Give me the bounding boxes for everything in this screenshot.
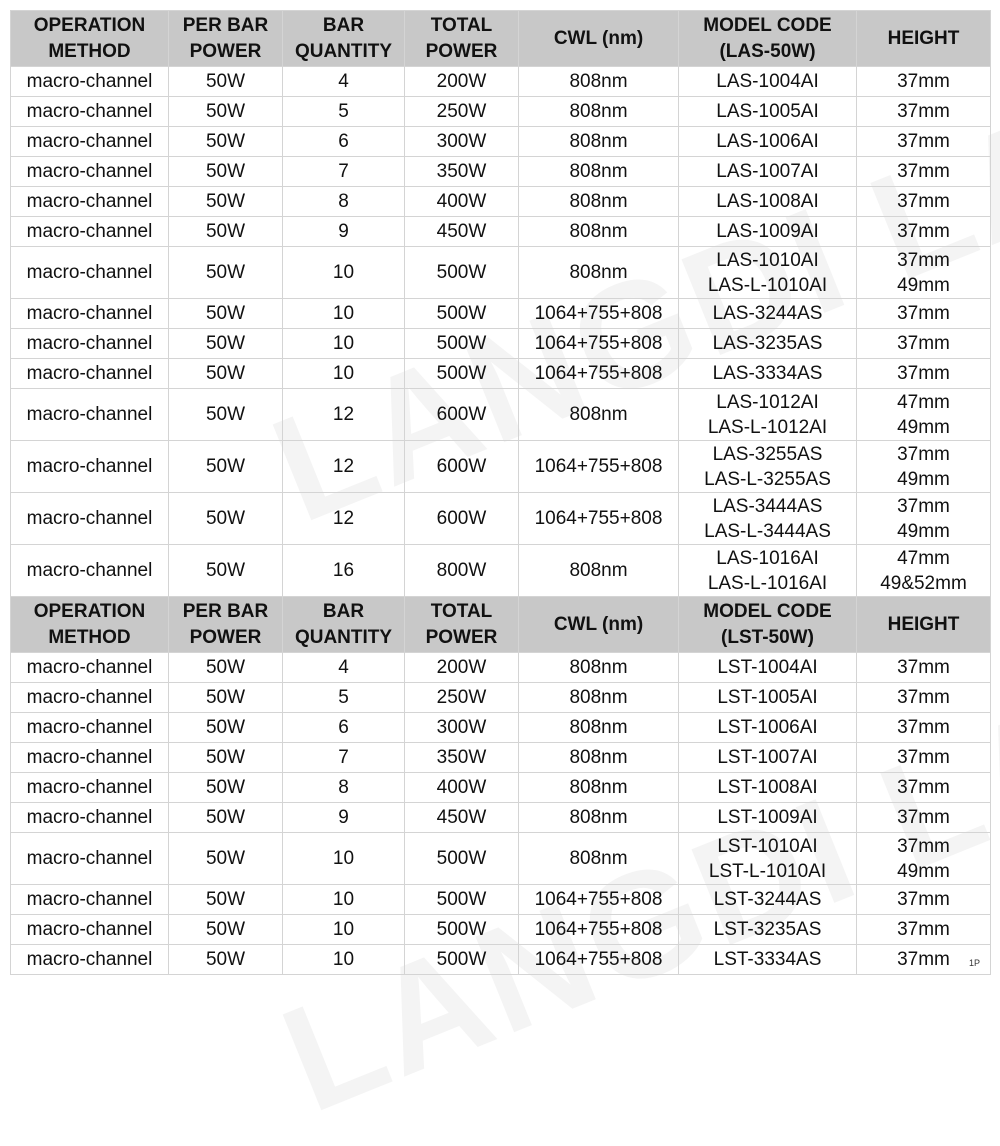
cell-model-code: LAS-1004AI	[679, 67, 857, 97]
cell-operation-method: macro-channel	[11, 329, 169, 359]
cell-cwl: 808nm	[519, 653, 679, 683]
cell-model-code: LAS-1012AI LAS-L-1012AI	[679, 389, 857, 441]
cell-model-code: LAS-1006AI	[679, 127, 857, 157]
cell-bar-quantity: 10	[283, 329, 405, 359]
cell-total-power: 300W	[405, 713, 519, 743]
cell-cwl: 808nm	[519, 713, 679, 743]
header-operation-method: OPERATION METHOD	[11, 597, 169, 653]
cell-per-bar-power: 50W	[169, 441, 283, 493]
cell-height: 37mm	[857, 683, 991, 713]
table-row	[11, 683, 991, 713]
header-model-code: MODEL CODE (LST-50W)	[679, 597, 857, 653]
cell-per-bar-power: 50W	[169, 389, 283, 441]
cell-operation-method: macro-channel	[11, 683, 169, 713]
cell-cwl: 808nm	[519, 683, 679, 713]
cell-cwl: 808nm	[519, 187, 679, 217]
cell-model-code: LST-1007AI	[679, 743, 857, 773]
cell-height: 37mm	[857, 359, 991, 389]
table-row	[11, 127, 991, 157]
cell-model-code: LAS-1007AI	[679, 157, 857, 187]
cell-cwl: 1064+755+808	[519, 885, 679, 915]
cell-bar-quantity: 5	[283, 97, 405, 127]
cell-height: 37mm	[857, 653, 991, 683]
cell-per-bar-power: 50W	[169, 545, 283, 597]
table-row	[11, 389, 991, 441]
cell-model-code: LAS-1009AI	[679, 217, 857, 247]
cell-operation-method: macro-channel	[11, 67, 169, 97]
cell-cwl: 808nm	[519, 545, 679, 597]
cell-height: 37mm	[857, 217, 991, 247]
cell-per-bar-power: 50W	[169, 653, 283, 683]
cell-cwl: 808nm	[519, 127, 679, 157]
cell-bar-quantity: 8	[283, 187, 405, 217]
cell-operation-method: macro-channel	[11, 493, 169, 545]
header-height: HEIGHT	[857, 597, 991, 653]
cell-height: 37mm	[857, 187, 991, 217]
cell-total-power: 450W	[405, 803, 519, 833]
table-row	[11, 545, 991, 597]
cell-total-power: 350W	[405, 157, 519, 187]
cell-per-bar-power: 50W	[169, 67, 283, 97]
cell-cwl: 808nm	[519, 833, 679, 885]
page-mark: 1P	[968, 958, 980, 968]
cell-bar-quantity: 10	[283, 915, 405, 945]
table-row	[11, 157, 991, 187]
las-spec-table	[10, 10, 991, 597]
table-header-row	[11, 597, 991, 653]
cell-operation-method: macro-channel	[11, 359, 169, 389]
cell-operation-method: macro-channel	[11, 97, 169, 127]
cell-model-code: LST-3235AS	[679, 915, 857, 945]
cell-model-code: LST-1009AI	[679, 803, 857, 833]
cell-bar-quantity: 6	[283, 127, 405, 157]
cell-operation-method: macro-channel	[11, 247, 169, 299]
cell-bar-quantity: 12	[283, 493, 405, 545]
cell-operation-method: macro-channel	[11, 653, 169, 683]
cell-operation-method: macro-channel	[11, 885, 169, 915]
cell-per-bar-power: 50W	[169, 329, 283, 359]
cell-cwl: 808nm	[519, 217, 679, 247]
table-row	[11, 247, 991, 299]
cell-bar-quantity: 9	[283, 803, 405, 833]
cell-operation-method: macro-channel	[11, 389, 169, 441]
cell-model-code: LAS-3255AS LAS-L-3255AS	[679, 441, 857, 493]
cell-bar-quantity: 6	[283, 713, 405, 743]
cell-height: 37mm	[857, 157, 991, 187]
cell-bar-quantity: 10	[283, 299, 405, 329]
cell-height: 37mm	[857, 885, 991, 915]
header-total-power: TOTAL POWER	[405, 597, 519, 653]
table-row	[11, 441, 991, 493]
cell-total-power: 800W	[405, 545, 519, 597]
cell-total-power: 500W	[405, 945, 519, 975]
table-row	[11, 803, 991, 833]
cell-per-bar-power: 50W	[169, 833, 283, 885]
cell-bar-quantity: 10	[283, 833, 405, 885]
cell-cwl: 1064+755+808	[519, 329, 679, 359]
cell-cwl: 808nm	[519, 157, 679, 187]
table-row	[11, 653, 991, 683]
cell-per-bar-power: 50W	[169, 803, 283, 833]
table-row	[11, 493, 991, 545]
header-cwl: CWL (nm)	[519, 597, 679, 653]
cell-operation-method: macro-channel	[11, 217, 169, 247]
cell-model-code: LST-1004AI	[679, 653, 857, 683]
cell-height: 47mm 49&52mm	[857, 545, 991, 597]
cell-cwl: 808nm	[519, 743, 679, 773]
cell-total-power: 600W	[405, 493, 519, 545]
cell-bar-quantity: 8	[283, 773, 405, 803]
table-row	[11, 67, 991, 97]
cell-model-code: LST-1005AI	[679, 683, 857, 713]
cell-cwl: 808nm	[519, 773, 679, 803]
cell-total-power: 250W	[405, 97, 519, 127]
cell-bar-quantity: 5	[283, 683, 405, 713]
cell-total-power: 500W	[405, 915, 519, 945]
cell-model-code: LST-1006AI	[679, 713, 857, 743]
cell-bar-quantity: 10	[283, 945, 405, 975]
cell-model-code: LAS-1010AI LAS-L-1010AI	[679, 247, 857, 299]
cell-per-bar-power: 50W	[169, 247, 283, 299]
table-row	[11, 299, 991, 329]
cell-height: 47mm 49mm	[857, 389, 991, 441]
cell-total-power: 500W	[405, 247, 519, 299]
cell-height: 37mm 49mm	[857, 833, 991, 885]
cell-operation-method: macro-channel	[11, 833, 169, 885]
table-header-row	[11, 11, 991, 67]
header-per-bar-power: PER BAR POWER	[169, 11, 283, 67]
cell-bar-quantity: 10	[283, 359, 405, 389]
cell-total-power: 500W	[405, 299, 519, 329]
table-row	[11, 359, 991, 389]
cell-bar-quantity: 12	[283, 441, 405, 493]
cell-per-bar-power: 50W	[169, 945, 283, 975]
cell-total-power: 450W	[405, 217, 519, 247]
cell-operation-method: macro-channel	[11, 713, 169, 743]
cell-height: 37mm	[857, 743, 991, 773]
cell-model-code: LAS-1005AI	[679, 97, 857, 127]
cell-operation-method: macro-channel	[11, 743, 169, 773]
cell-cwl: 1064+755+808	[519, 915, 679, 945]
cell-model-code: LST-3334AS	[679, 945, 857, 975]
cell-bar-quantity: 10	[283, 885, 405, 915]
header-per-bar-power: PER BAR POWER	[169, 597, 283, 653]
cell-height: 37mm 49mm	[857, 441, 991, 493]
cell-per-bar-power: 50W	[169, 773, 283, 803]
cell-cwl: 808nm	[519, 389, 679, 441]
table-row	[11, 945, 991, 975]
cell-per-bar-power: 50W	[169, 885, 283, 915]
cell-bar-quantity: 9	[283, 217, 405, 247]
cell-cwl: 808nm	[519, 67, 679, 97]
cell-height: 37mm	[857, 67, 991, 97]
table-row	[11, 773, 991, 803]
cell-per-bar-power: 50W	[169, 217, 283, 247]
cell-per-bar-power: 50W	[169, 97, 283, 127]
cell-total-power: 400W	[405, 773, 519, 803]
cell-operation-method: macro-channel	[11, 773, 169, 803]
cell-height: 37mm 49mm	[857, 493, 991, 545]
cell-per-bar-power: 50W	[169, 493, 283, 545]
cell-model-code: LAS-3334AS	[679, 359, 857, 389]
cell-bar-quantity: 10	[283, 247, 405, 299]
cell-bar-quantity: 4	[283, 653, 405, 683]
cell-operation-method: macro-channel	[11, 299, 169, 329]
table-row	[11, 743, 991, 773]
cell-cwl: 1064+755+808	[519, 945, 679, 975]
cell-model-code: LAS-3235AS	[679, 329, 857, 359]
cell-per-bar-power: 50W	[169, 127, 283, 157]
cell-total-power: 250W	[405, 683, 519, 713]
table-row	[11, 833, 991, 885]
cell-operation-method: macro-channel	[11, 545, 169, 597]
cell-bar-quantity: 7	[283, 157, 405, 187]
table-row	[11, 217, 991, 247]
cell-height: 37mm	[857, 329, 991, 359]
cell-cwl: 1064+755+808	[519, 359, 679, 389]
cell-per-bar-power: 50W	[169, 683, 283, 713]
table-row	[11, 187, 991, 217]
header-operation-method: OPERATION METHOD	[11, 11, 169, 67]
table-row	[11, 885, 991, 915]
cell-bar-quantity: 12	[283, 389, 405, 441]
cell-model-code: LST-1008AI	[679, 773, 857, 803]
cell-per-bar-power: 50W	[169, 743, 283, 773]
table-row	[11, 915, 991, 945]
table-row	[11, 329, 991, 359]
cell-model-code: LAS-1008AI	[679, 187, 857, 217]
cell-model-code: LAS-1016AI LAS-L-1016AI	[679, 545, 857, 597]
cell-total-power: 500W	[405, 885, 519, 915]
cell-total-power: 400W	[405, 187, 519, 217]
header-bar-quantity: BAR QUANTITY	[283, 597, 405, 653]
cell-bar-quantity: 7	[283, 743, 405, 773]
cell-height: 37mm 49mm	[857, 247, 991, 299]
cell-per-bar-power: 50W	[169, 299, 283, 329]
cell-height: 37mm	[857, 127, 991, 157]
header-model-code: MODEL CODE (LAS-50W)	[679, 11, 857, 67]
cell-operation-method: macro-channel	[11, 803, 169, 833]
cell-per-bar-power: 50W	[169, 157, 283, 187]
cell-cwl: 808nm	[519, 247, 679, 299]
cell-total-power: 200W	[405, 67, 519, 97]
cell-per-bar-power: 50W	[169, 359, 283, 389]
cell-operation-method: macro-channel	[11, 157, 169, 187]
cell-total-power: 350W	[405, 743, 519, 773]
cell-cwl: 1064+755+808	[519, 493, 679, 545]
cell-model-code: LST-1010AI LST-L-1010AI	[679, 833, 857, 885]
header-bar-quantity: BAR QUANTITY	[283, 11, 405, 67]
cell-per-bar-power: 50W	[169, 915, 283, 945]
cell-operation-method: macro-channel	[11, 945, 169, 975]
cell-cwl: 1064+755+808	[519, 299, 679, 329]
cell-cwl: 808nm	[519, 97, 679, 127]
cell-per-bar-power: 50W	[169, 713, 283, 743]
cell-operation-method: macro-channel	[11, 915, 169, 945]
cell-total-power: 300W	[405, 127, 519, 157]
cell-bar-quantity: 4	[283, 67, 405, 97]
table-row	[11, 97, 991, 127]
header-total-power: TOTAL POWER	[405, 11, 519, 67]
cell-total-power: 600W	[405, 389, 519, 441]
cell-operation-method: macro-channel	[11, 127, 169, 157]
cell-total-power: 600W	[405, 441, 519, 493]
cell-cwl: 808nm	[519, 803, 679, 833]
cell-height: 37mm	[857, 945, 991, 975]
header-cwl: CWL (nm)	[519, 11, 679, 67]
cell-model-code: LAS-3244AS	[679, 299, 857, 329]
header-height: HEIGHT	[857, 11, 991, 67]
cell-per-bar-power: 50W	[169, 187, 283, 217]
cell-total-power: 500W	[405, 833, 519, 885]
cell-total-power: 500W	[405, 329, 519, 359]
cell-height: 37mm	[857, 915, 991, 945]
cell-height: 37mm	[857, 803, 991, 833]
lst-spec-table	[10, 596, 991, 975]
cell-operation-method: macro-channel	[11, 187, 169, 217]
cell-operation-method: macro-channel	[11, 441, 169, 493]
cell-height: 37mm	[857, 299, 991, 329]
cell-height: 37mm	[857, 773, 991, 803]
cell-total-power: 500W	[405, 359, 519, 389]
cell-model-code: LAS-3444AS LAS-L-3444AS	[679, 493, 857, 545]
cell-height: 37mm	[857, 97, 991, 127]
cell-model-code: LST-3244AS	[679, 885, 857, 915]
cell-total-power: 200W	[405, 653, 519, 683]
cell-height: 37mm	[857, 713, 991, 743]
table-row	[11, 713, 991, 743]
cell-cwl: 1064+755+808	[519, 441, 679, 493]
cell-bar-quantity: 16	[283, 545, 405, 597]
